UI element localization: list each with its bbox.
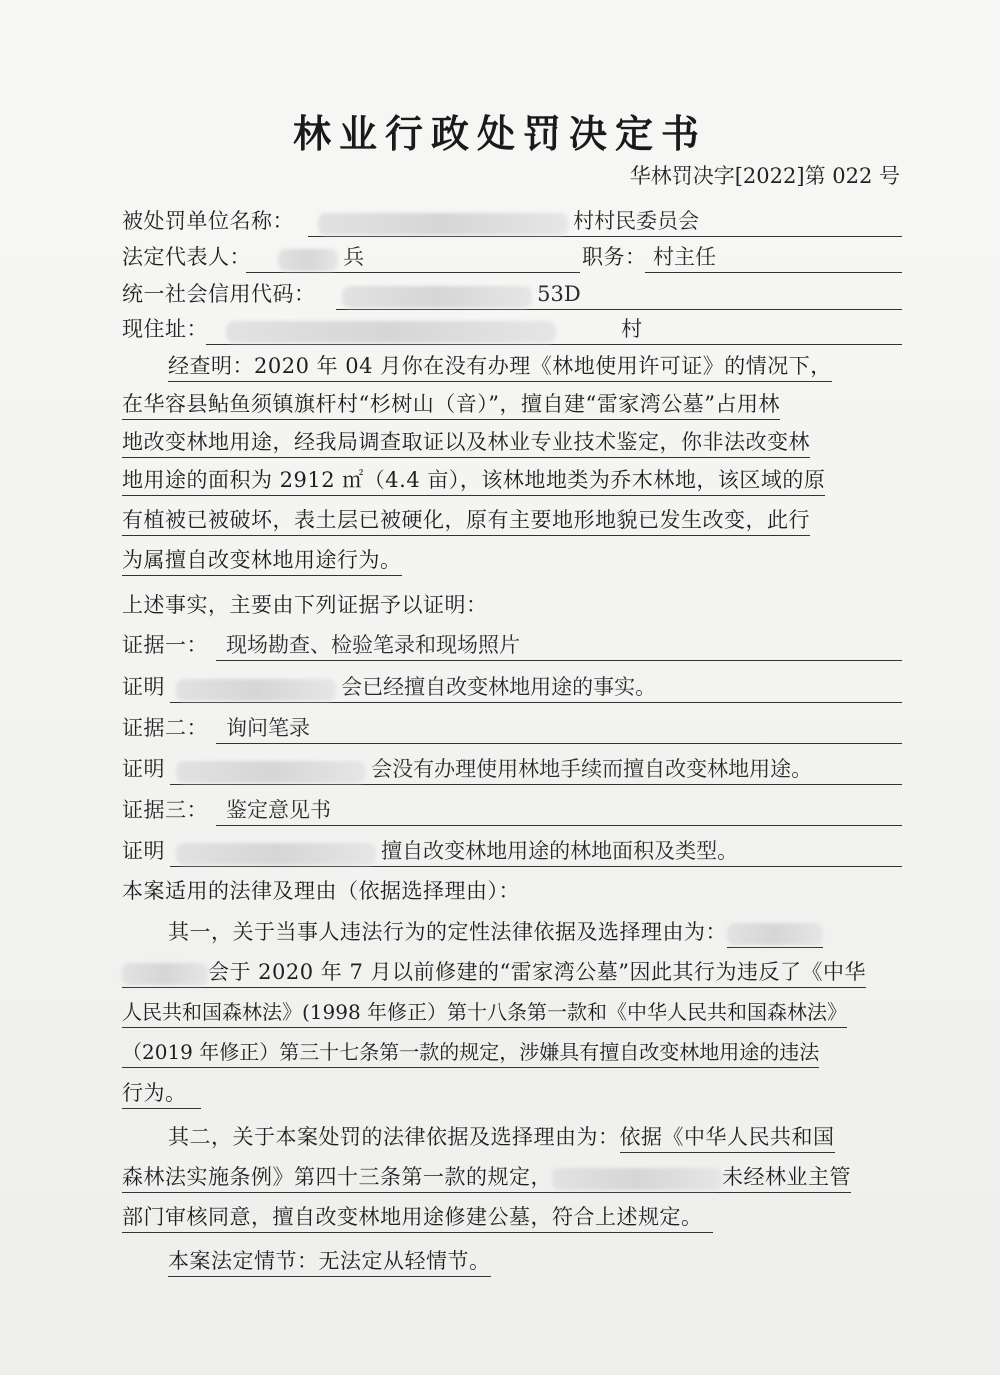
- circumstance-text: 本案法定情节：无法定从轻情节。: [168, 1246, 491, 1277]
- credit-code-line: [336, 279, 902, 310]
- proof-3-value: 擅自改变林地用途的林地面积及类型。: [381, 839, 739, 863]
- facts-lead: 经查明: [168, 351, 233, 382]
- redacted-text: [122, 963, 208, 985]
- credit-code-label: 统一社会信用代码：: [122, 282, 316, 306]
- proof-1-line: [170, 672, 902, 703]
- proof-1-label: 证明: [122, 675, 165, 699]
- address-line: [206, 314, 902, 345]
- representative-label: 法定代表人：: [122, 245, 251, 269]
- evidence-3-label: 证据三：: [122, 798, 208, 822]
- redacted-text: [226, 321, 556, 343]
- circumstance-line: [122, 1246, 902, 1276]
- evidence-2-value: 询问笔录: [226, 716, 310, 740]
- redacted-text: [342, 286, 532, 308]
- representative-value: 兵: [343, 245, 365, 269]
- facts-line-2: 在华容县鲇鱼须镇旗杆村“杉树山（音）”，擅自建“雷家湾公墓”占用林: [122, 389, 902, 419]
- document-title: 林业行政处罚决定书: [292, 111, 707, 156]
- evidence-1-value: 现场勘查、检验笔录和现场照片: [226, 633, 520, 657]
- reason-2-line-1: 其二，关于本案处罚的法律依据及选择理由为：依据《中华人民共和国: [122, 1122, 902, 1152]
- reason-1-line-3: 人民共和国森林法》(1998 年修正）第十八条第一款和《中华人民共和国森林法》: [122, 997, 902, 1027]
- evidence-2-label: 证据二：: [122, 716, 208, 740]
- evidence-1-label: 证据一：: [122, 633, 208, 657]
- proof-2-label: 证明: [122, 757, 165, 781]
- facts-line-6: 为属擅自改变林地用途行为。: [122, 545, 902, 575]
- facts-line-4: 地用途的面积为 2912 ㎡（4.4 亩），该林地地类为乔木林地，该区域的原: [122, 465, 902, 495]
- proof-3-line: [170, 836, 902, 867]
- reason-1-line-5: 行为。: [122, 1078, 902, 1108]
- facts-line-5: 有植被已被破坏，表土层已被硬化，原有主要地形地貌已发生改变，此行: [122, 505, 902, 535]
- document-number: 华林罚决字[2022]第 022 号: [629, 164, 900, 188]
- redacted-text: [552, 1168, 722, 1190]
- proof-2-value: 会没有办理使用林地手续而擅自改变林地用途。: [371, 757, 813, 781]
- evidence-3-line: [216, 795, 902, 826]
- proof-2-line: [170, 754, 902, 785]
- reason-2-line-3: 部门审核同意，擅自改变林地用途修建公墓，符合上述规定。: [122, 1202, 902, 1232]
- evidence-2-line: [216, 713, 902, 744]
- reason-2-lead: 其二，关于本案处罚的法律依据及选择理由为：: [168, 1125, 620, 1149]
- party-name-line: [308, 206, 902, 237]
- credit-code-value: 53D: [537, 282, 581, 306]
- redacted-text: [727, 923, 823, 945]
- reason-1-line-1: [122, 917, 902, 947]
- party-name-value: 村村民委员会: [573, 209, 700, 233]
- redacted-text: [278, 249, 338, 271]
- reason-1-line-4: （2019 年修正）第三十七条第一款的规定，涉嫌具有擅自改变林地用途的违法: [122, 1037, 902, 1067]
- evidence-intro: 上述事实，主要由下列证据予以证明：: [122, 593, 488, 617]
- reason-1-line-2: 会于 2020 年 7 月以前修建的“雷家湾公墓”因此其行为违反了《中华: [122, 957, 902, 987]
- position-line: [645, 242, 902, 273]
- party-name-label: 被处罚单位名称：: [122, 209, 294, 233]
- law-intro: 本案适用的法律及理由（依据选择理由）：: [122, 879, 520, 903]
- reason-2-line-2: 森林法实施条例》第四十三条第一款的规定， 未经林业主管: [122, 1162, 902, 1192]
- redacted-text: [176, 679, 336, 701]
- address-value: 村: [621, 317, 643, 341]
- address-label: 现住址：: [122, 317, 208, 341]
- position-value: 村主任: [653, 245, 716, 269]
- proof-1-value: 会已经擅自改变林地用途的事实。: [341, 675, 657, 699]
- facts-line-3: 地改变林地用途，经我局调查取证以及林业专业技术鉴定，你非法改变林: [122, 427, 902, 457]
- proof-3-label: 证明: [122, 839, 165, 863]
- facts-line-1: 经查明：2020 年 04 月你在没有办理《林地使用许可证》的情况下，: [122, 351, 902, 381]
- position-label: 职务：: [582, 245, 647, 269]
- redacted-text: [176, 761, 366, 783]
- redacted-text: [318, 213, 568, 235]
- evidence-3-value: 鉴定意见书: [226, 798, 331, 822]
- representative-line: [246, 242, 580, 273]
- evidence-1-line: [216, 630, 902, 661]
- redacted-text: [176, 843, 376, 865]
- reason-1-lead: 其一，关于当事人违法行为的定性法律依据及选择理由为：: [168, 920, 727, 944]
